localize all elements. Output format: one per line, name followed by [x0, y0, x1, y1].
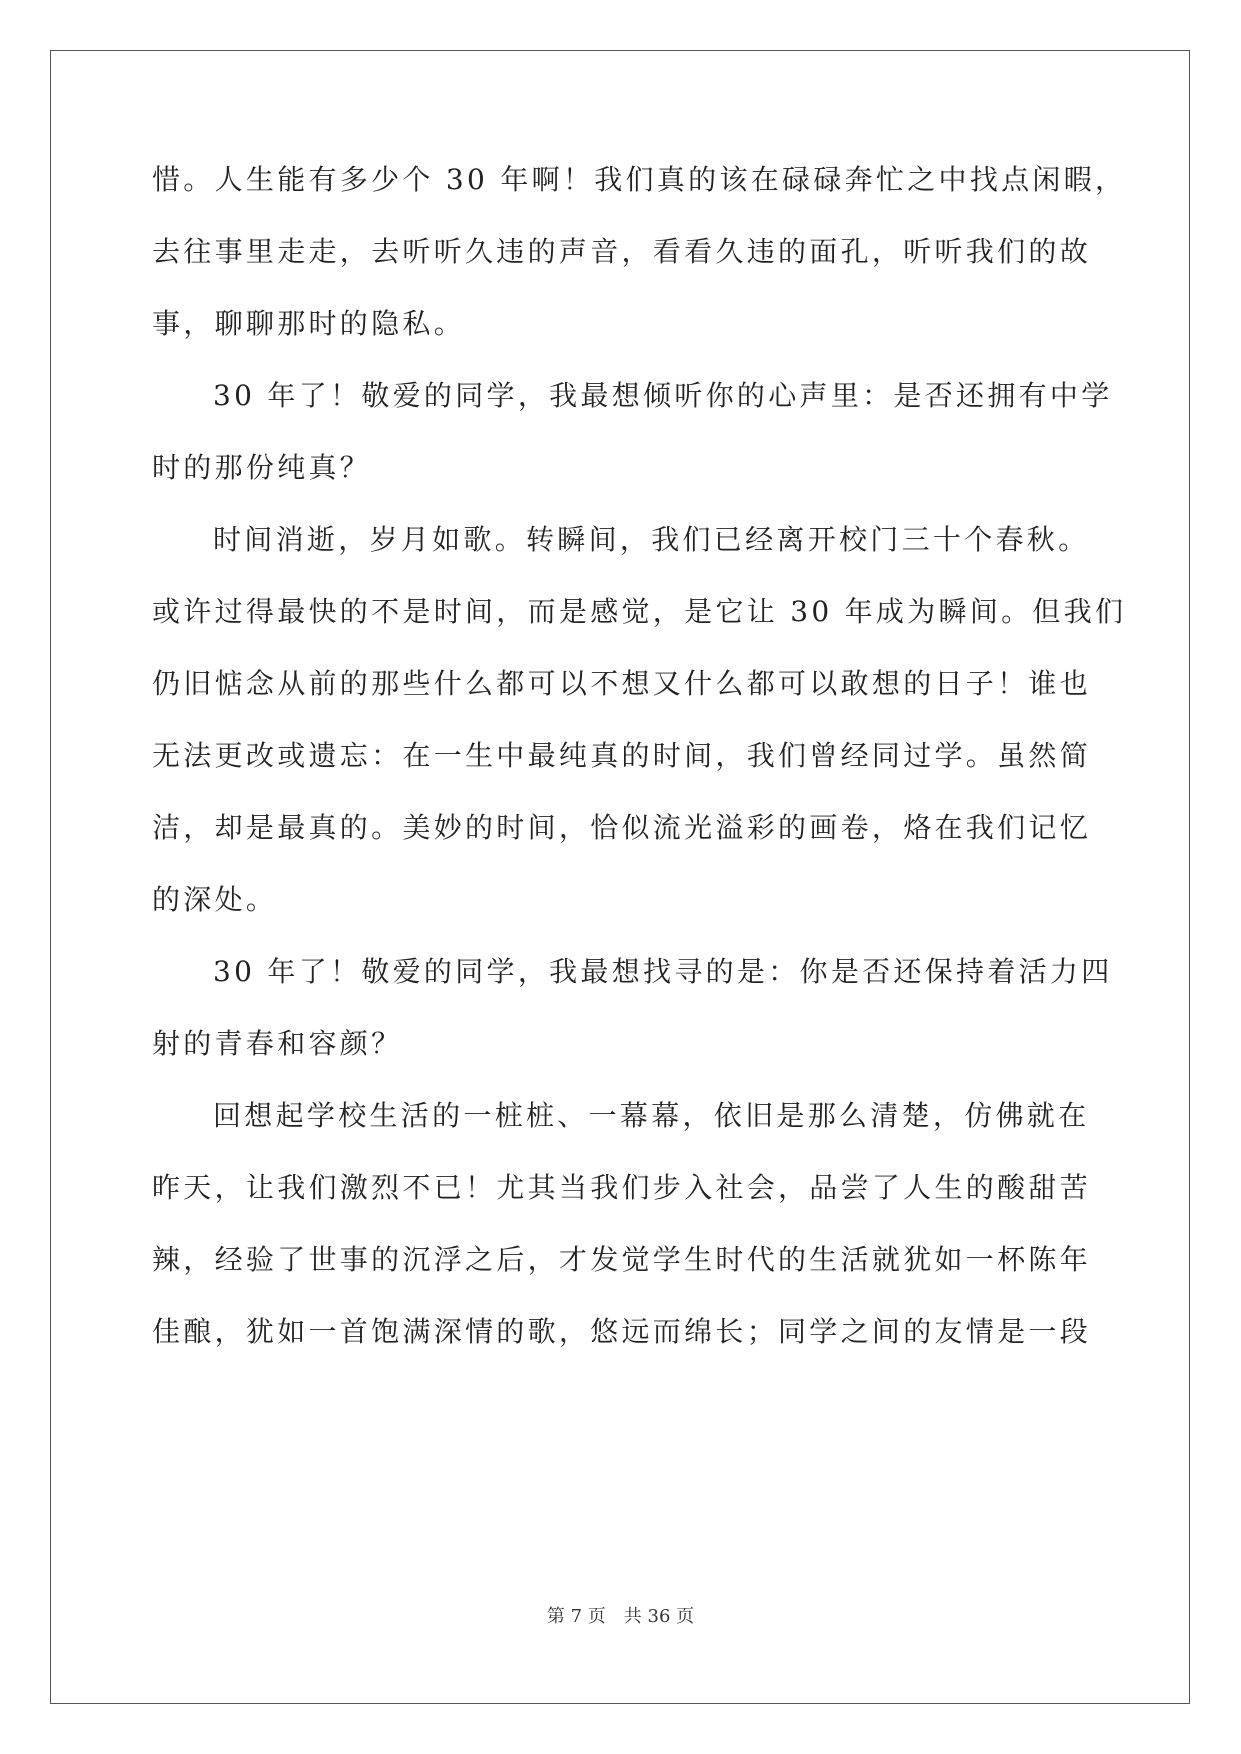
text-line: 或许过得最快的不是时间，而是感觉，是它让 30 年成为瞬间。但我们	[152, 595, 1127, 628]
text-line: 回想起学校生活的一桩桩、一幕幕，依旧是那么清楚，仿佛就在	[213, 1099, 1090, 1132]
total-pages: 共 36 页	[623, 1606, 695, 1627]
text-line: 时的那份纯真？	[152, 451, 372, 484]
text-line: 30 年了！敬爱的同学，我最想找寻的是：你是否还保持着活力四	[213, 955, 1113, 988]
text-line: 惜。人生能有多少个 30 年啊！我们真的该在碌碌奔忙之中找点闲暇，	[152, 163, 1127, 196]
page-footer	[0, 1605, 1241, 1629]
text-line: 仍旧惦念从前的那些什么都可以不想又什么都可以敢想的日子！谁也	[152, 667, 1092, 700]
text-line: 事，聊聊那时的隐私。	[152, 307, 466, 340]
text-line: 射的青春和容颜？	[152, 1027, 403, 1060]
text-line: 30 年了！敬爱的同学，我最想倾听你的心声里：是否还拥有中学	[213, 379, 1113, 412]
text-line: 无法更改或遗忘：在一生中最纯真的时间，我们曾经同过学。虽然简	[152, 739, 1092, 772]
text-line: 昨天，让我们激烈不已！尤其当我们步入社会，品尝了人生的酸甜苦	[152, 1171, 1092, 1204]
page-number: 第 7 页	[546, 1606, 606, 1627]
text-line: 时间消逝，岁月如歌。转瞬间，我们已经离开校门三十个春秋。	[213, 523, 1090, 556]
page-border	[50, 50, 1190, 1704]
text-line: 去往事里走走，去听听久违的声音，看看久违的面孔，听听我们的故	[152, 235, 1092, 268]
text-line: 佳酿，犹如一首饱满深情的歌，悠远而绵长；同学之间的友情是一段	[152, 1315, 1092, 1348]
text-line: 洁，却是最真的。美妙的时间，恰似流光溢彩的画卷，烙在我们记忆	[152, 811, 1092, 844]
text-line: 辣，经验了世事的沉浮之后，才发觉学生时代的生活就犹如一杯陈年	[152, 1243, 1092, 1276]
text-line: 的深处。	[152, 883, 278, 916]
